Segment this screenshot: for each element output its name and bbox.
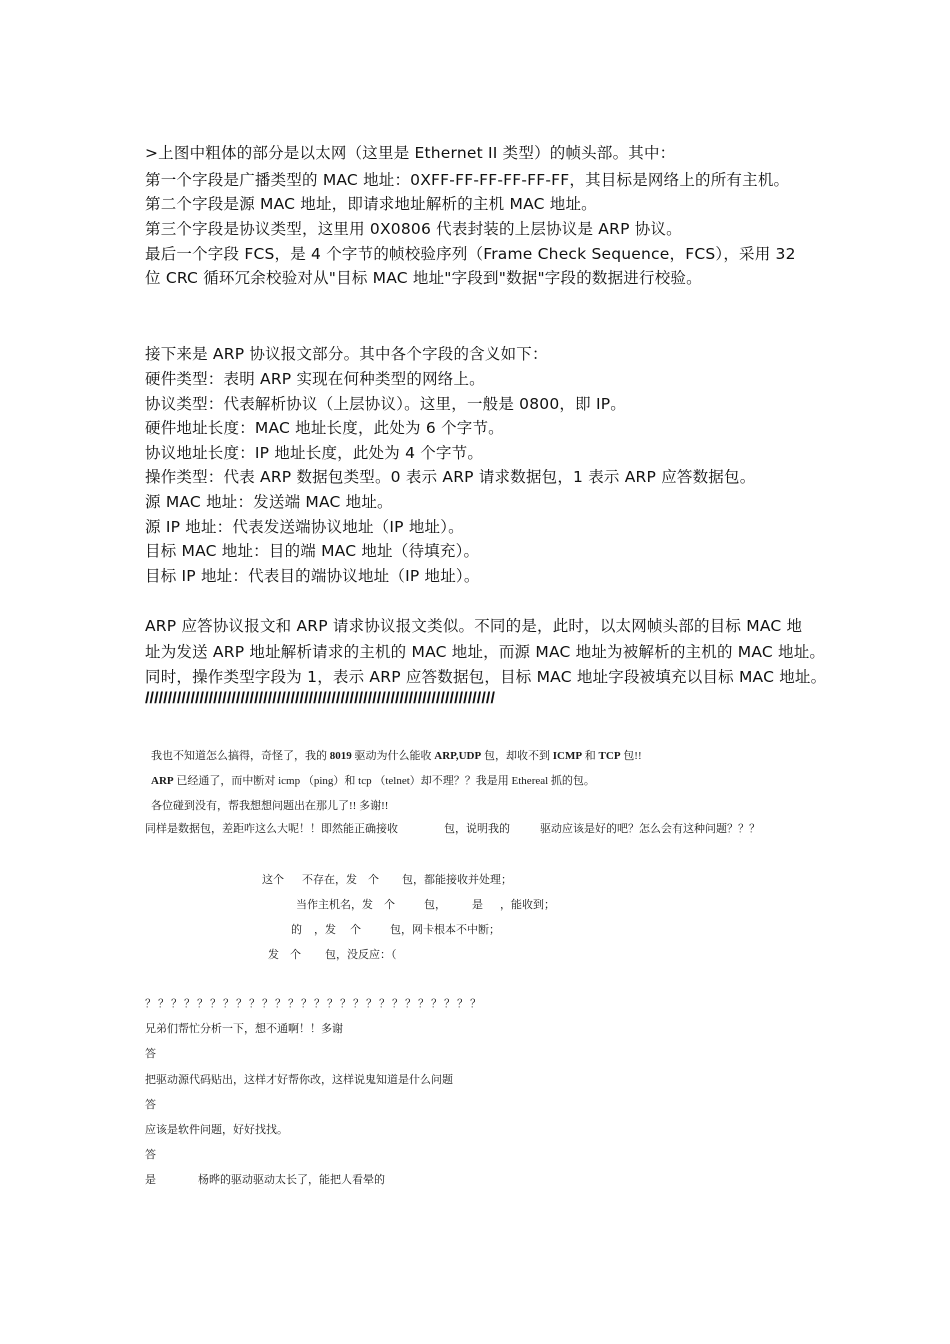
forum-help-line: 兄弟们帮忙分析一下，想不通啊！！多谢	[145, 1023, 343, 1035]
detail-text: 发	[268, 949, 279, 961]
text-line: 协议类型：代表解析协议（上层协议）。这里，一般是 0800，即 IP。	[145, 395, 626, 413]
detail-text: 不存在，发	[302, 874, 357, 886]
answer-label: 答	[145, 1149, 156, 1161]
detail-text: 个	[368, 874, 379, 886]
paragraph-intro-ethernet: >上图中粗体的部分是以太网（这里是 Ethernet II 类型）的帧头部。其中：	[145, 144, 676, 162]
text-line: 第三个字段是协议类型，这里用 0X0806 代表封装的上层协议是 ARP 协议。	[145, 220, 682, 238]
text-line: 位 CRC 循环冗余校验对从"目标 MAC 地址"字段到"数据"字段的数据进行校验。	[145, 269, 702, 287]
forum-question-line: ARP 已经通了，而中断对 icmp （ping）和 tcp （telnet）却不理？？我是用 Ethereal 抓的包。	[151, 775, 595, 787]
reply-text: 是	[145, 1174, 156, 1186]
text-line: 目标 IP 地址：代表目的端协议地址（IP 地址）。	[145, 567, 480, 585]
detail-text: 当作主机名，发	[296, 899, 373, 911]
text-line: 操作类型：代表 ARP 数据包类型。0 表示 ARP 请求数据包，1 表示 ARP 应答数据包。	[145, 468, 756, 486]
text-line: 硬件类型：表明 ARP 实现在何种类型的网络上。	[145, 370, 485, 388]
detail-text: 个	[290, 949, 301, 961]
text-line: ARP 应答协议报文和 ARP 请求协议报文类似。不同的是，此时，以太网帧头部的目标 MAC 地	[145, 617, 803, 635]
detail-text: 包，网卡根本不中断；	[390, 924, 500, 936]
forum-question-line: 各位碰到没有，帮我想想问题出在那儿了!! 多谢!!	[151, 800, 389, 812]
detail-text: 包，没反应：（	[325, 949, 397, 961]
text-line: 第二个字段是源 MAC 地址，即请求地址解析的主机 MAC 地址。	[145, 195, 597, 213]
detail-text: 个	[384, 899, 395, 911]
detail-text: 是	[472, 899, 483, 911]
detail-text: 这个	[262, 874, 284, 886]
text-line: 硬件地址长度：MAC 地址长度，此处为 6 个字节。	[145, 419, 504, 437]
detail-text: 个	[350, 924, 361, 936]
reply-text: 把驱动源代码贴出，这样才好帮你改，这样说鬼知道是什么问题	[145, 1074, 453, 1086]
answer-label: 答	[145, 1099, 156, 1111]
text-line: 址为发送 ARP 地址解析请求的主机的 MAC 地址，而源 MAC 地址为被解析的主机的 MAC 地址。	[145, 643, 826, 661]
forum-question-line: 同样是数据包，差距咋这么大呢！！即然能正确接收 包，说明我的 驱动应该是好的吧？怎么会有这种问题？？？	[145, 823, 760, 835]
text-line: 协议地址长度：IP 地址长度，此处为 4 个字节。	[145, 444, 484, 462]
text-line: 源 MAC 地址：发送端 MAC 地址。	[145, 493, 393, 511]
text-line: 目标 MAC 地址：目的端 MAC 地址（待填充）。	[145, 542, 480, 560]
answer-label: 答	[145, 1048, 156, 1060]
reply-text: 杨晔的驱动驱动太长了，能把人看晕的	[198, 1174, 385, 1186]
text-line: 第一个字段是广播类型的 MAC 地址：0XFF-FF-FF-FF-FF-FF，其目标是网络上的所有主机。	[145, 171, 790, 189]
reply-text: 应该是软件问题，好好找找。	[145, 1124, 288, 1136]
text-line: 最后一个字段 FCS，是 4 个字节的帧校验序列（Frame Check Sequence，FCS），采用 32	[145, 245, 796, 263]
text-line: 源 IP 地址：代表发送端协议地址（IP 地址）。	[145, 518, 464, 536]
paragraph-intro-arp: 接下来是 ARP 协议报文部分。其中各个字段的含义如下：	[145, 345, 548, 363]
detail-text: ，能收到；	[500, 899, 555, 911]
detail-text: 包，都能接收并处理；	[402, 874, 512, 886]
detail-text: 的	[291, 924, 302, 936]
text-line: 同时，操作类型字段为 1，表示 ARP 应答数据包，目标 MAC 地址字段被填充以目标 MAC 地址。	[145, 668, 827, 686]
detail-text: 包，	[424, 899, 446, 911]
separator-slashes: /////////////////////////////////////////////////////////////////////////////	[145, 690, 495, 707]
question-marks: ？？？？？？？？？？？？？？？？？？？？？？？？？？	[145, 998, 483, 1010]
detail-text: ，发	[314, 924, 336, 936]
forum-question-line: 我也不知道怎么搞得，奇怪了，我的 8019 驱动为什么能收 ARP,UDP 包，却收不到 ICMP 和 TCP 包!!	[151, 750, 642, 762]
